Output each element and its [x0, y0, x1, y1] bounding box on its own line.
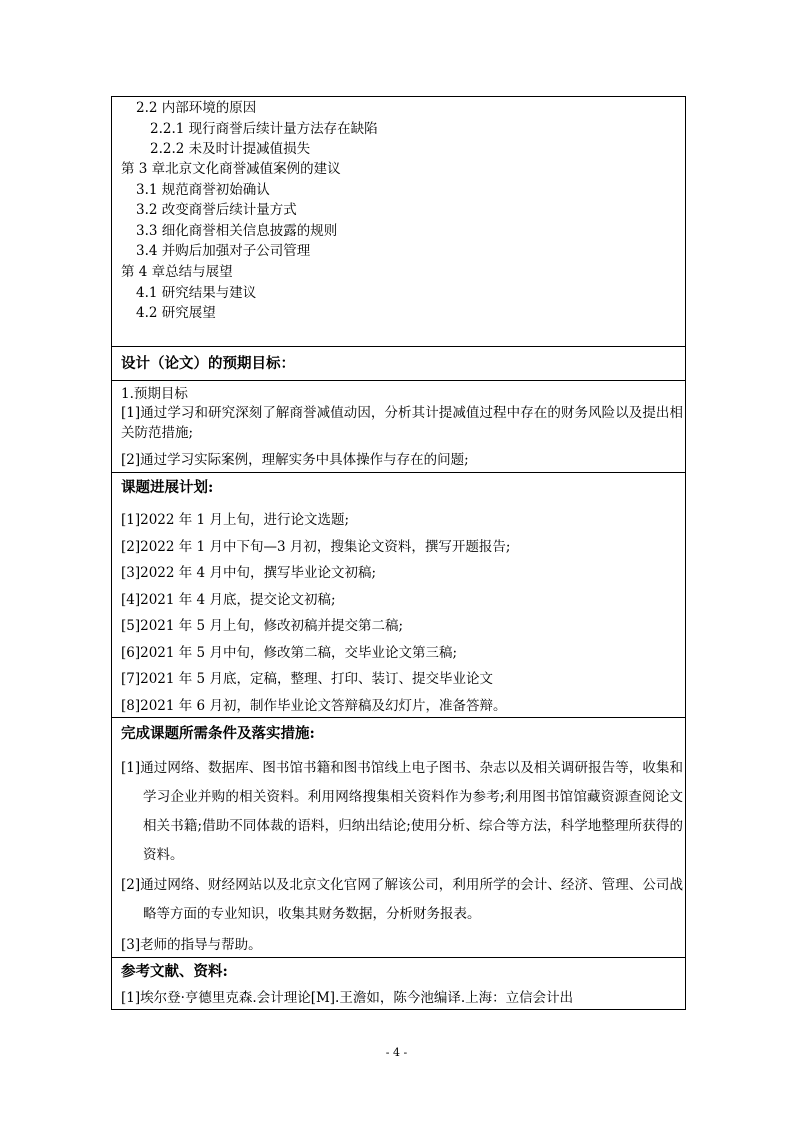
toc-section: [112, 97, 685, 347]
row-divider: [112, 472, 685, 473]
goals-subtitle: 1.预期目标: [121, 386, 188, 402]
toc-line: 4.2 研究展望: [136, 305, 216, 321]
toc-line: 第 3 章北京文化商誉减值案例的建议: [121, 161, 341, 177]
condition-item: [3]老师的指导与帮助。: [121, 937, 262, 953]
row-divider: [112, 380, 685, 381]
toc-line: 4.1 研究结果与建议: [136, 285, 257, 301]
toc-line: 3.4 并购后加强对子公司管理: [136, 243, 311, 259]
toc-line: 2.2.1 现行商誉后续计量方法存在缺陷: [150, 121, 378, 137]
plan-item: [7]2021 年 5 月底，定稿，整理、打印、装订、提交毕业论文: [121, 671, 493, 687]
toc-line: 3.2 改变商誉后续计量方式: [136, 202, 297, 218]
plan-item: [5]2021 年 5 月上旬，修改初稿并提交第二稿;: [121, 618, 403, 634]
conditions-heading: 完成课题所需条件及落实措施:: [121, 725, 315, 742]
plan-heading: 课题进展计划:: [121, 479, 214, 496]
plan-item: [4]2021 年 4 月底，提交论文初稿;: [121, 592, 336, 608]
goal-item: [1]通过学习和研究深刻了解商誉减值动因，分析其计提减值过程中存在的财务风险以及提出相关防范措施;: [121, 405, 683, 441]
plan-item: [6]2021 年 5 月中旬，修改第二稿，交毕业论文第三稿;: [121, 645, 457, 661]
goals-heading: 设计（论文）的预期目标：: [121, 355, 295, 372]
row-divider: [112, 957, 685, 958]
toc-line: 3.1 规范商誉初始确认: [136, 182, 270, 198]
row-divider: [112, 717, 685, 718]
references-heading: 参考文献、资料:: [121, 963, 228, 980]
toc-line: 3.3 细化商誉相关信息披露的规则: [136, 223, 338, 239]
page-number: - 4 -: [385, 1046, 408, 1059]
plan-item: [8]2021 年 6 月初，制作毕业论文答辩稿及幻灯片，准备答辩。: [121, 698, 507, 714]
toc-line: 2.2 内部环境的原因: [136, 100, 257, 116]
reference-item: [1]埃尔登·亨德里克森.会计理论[M].王澹如，陈今池编译.上海：立信会计出: [121, 990, 574, 1006]
plan-item: [2]2022 年 1 月中下旬—3 月初，搜集论文资料，撰写开题报告;: [121, 539, 511, 555]
plan-item: [3]2022 年 4 月中旬，撰写毕业论文初稿;: [121, 565, 376, 581]
toc-line: 2.2.2 未及时计提减值损失: [150, 141, 311, 157]
proposal-table: [111, 96, 686, 1010]
plan-item: [1]2022 年 1 月上旬，进行论文选题;: [121, 512, 349, 528]
condition-item: [1]通过网络、数据库、图书馆书籍和图书馆线上电子图书、杂志以及相关调研报告等，收集和学习企业并购的相关资料。利用网络搜集相关资料作为参考;利用图书馆馆藏资源查阅论文相关书籍;借助不同体裁的语料，归纳出结论;使用分析、综合等方法，科学地整理所获得的资料。: [121, 760, 683, 863]
condition-item: [2]通过网络、财经网站以及北京文化官网了解该公司，利用所学的会计、经济、管理、公司战略等方面的专业知识，收集其财务数据，分析财务报表。: [121, 877, 683, 922]
goal-item: [2]通过学习实际案例，理解实务中具体操作与存在的问题;: [121, 452, 469, 468]
toc-line: 第 4 章总结与展望: [121, 264, 233, 280]
